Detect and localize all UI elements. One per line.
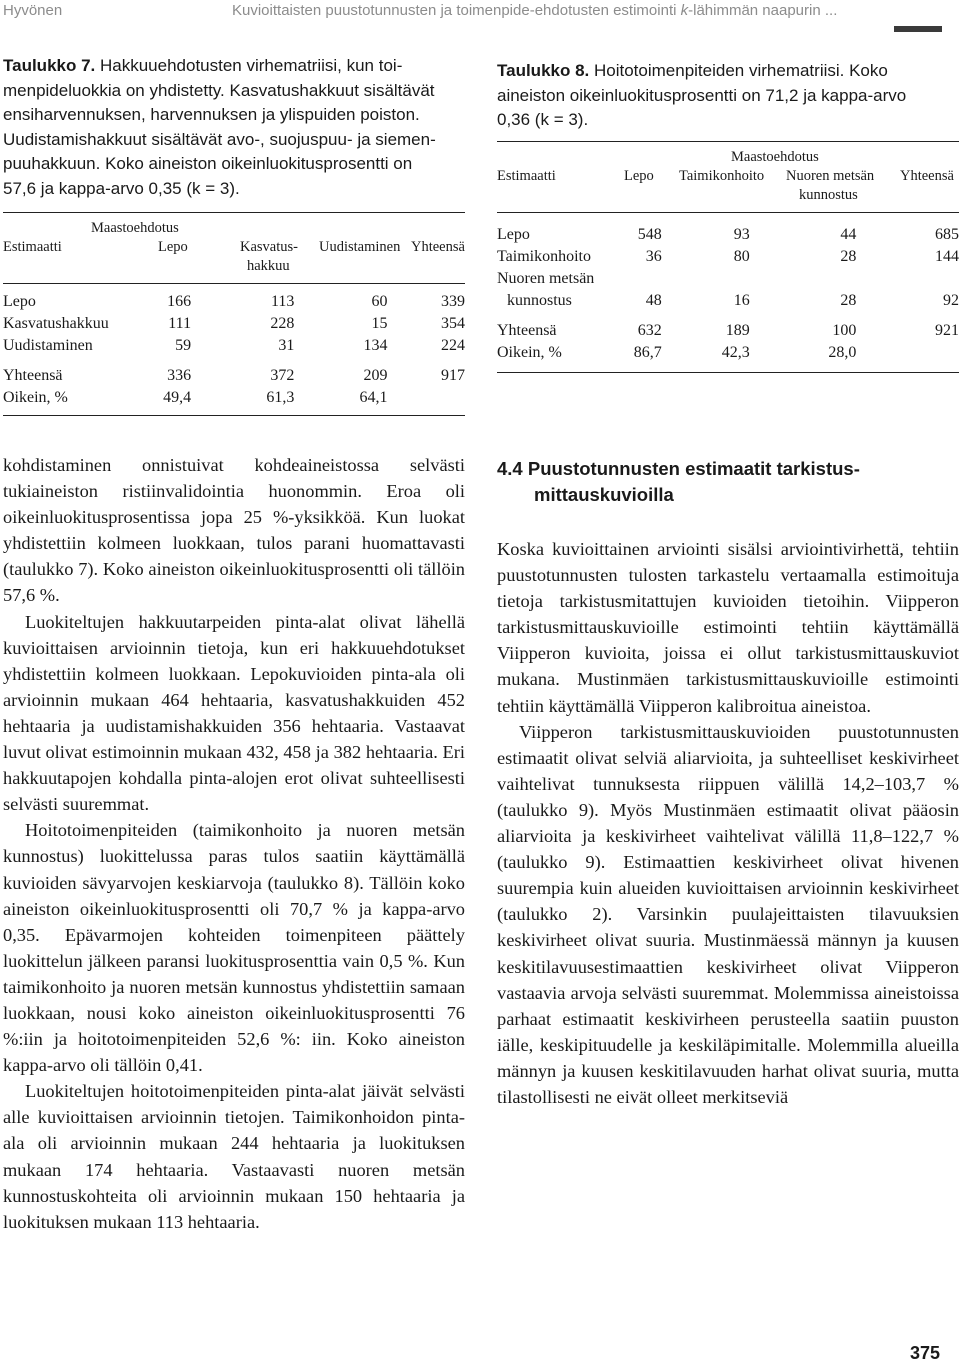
cell: 31 [278,337,295,354]
header-title [232,2,837,19]
table7-body [3,291,465,409]
table7 [3,212,465,416]
table-row [497,290,959,312]
row-label: Kasvatushakkuu [3,315,109,332]
table7-col-yhteensa: Yhteensä [411,239,465,255]
cell: 60 [371,293,388,310]
cell: 224 [441,337,465,354]
table-row [3,365,465,387]
row-label: Lepo [3,293,36,310]
table7-col-lepo: Lepo [158,239,188,255]
cell: 354 [441,315,465,332]
paragraph: Koska kuvioittainen arviointi sisälsi arviointivirhettä, tehtiin puustotunnusten tulosten tarkastelu vertaamalla estimoituja tietoja tarkistusmitattujen kuvioiden tietoihin. Viipperon tarkistusmittauskuvioille estimointi tehtiin käyttämällä Viipperon kuvioita, joissa ei ollut tarkistusmittauskuviot mukana. Mustinmäen tarkistusmittauskuvioille estimointi tehtiin käyttämällä Viipperon kalibroitua aineistoa. [497,539,959,716]
table8-col-lepo: Lepo [624,168,654,184]
cell: 113 [271,293,295,310]
cell: 28 [840,248,857,265]
cell: 921 [935,322,959,339]
left-body [3,452,465,1235]
caption-line: menpideluokkia on yhdistetty. Kasvatushakkuut sisältävät [3,80,435,100]
table-row [497,246,959,268]
table8-caption-label: Taulukko 8. [497,61,590,80]
paragraph: Viipperon tarkistusmittauskuvioiden puustotunnusten estimaatit olivat selviä aliarvioita, ja suhteelliset keskivirheet vaihtelivat tunnuksesta riippuen välillä 14,2–103,7 % (taulukko 9). Myös Mustinmäen estimaatit olivat pääosin aliarvioita ja keskivirheet vaihtelivat välillä 11,8–122,7 % (taulukko 9). Estimaattien keskivirheet olivat hivenen suurempia kuin alueiden kuvioittaisen arvioinnin keskivirheet (taulukko 2). Varsinkin puulajeittaisten tilavuuksien keskivirheet olivat suuria. Mustinmäessä männyn ja kuusen keskitilavuusestimaattien keskivirheet olivat Viipperon vastaavia arvoja selvästi suuremmat. Molemmissa aineistoissa parhaat estimaatit keskivirheen perusteella saatiin puuston iälle, keskipituudelle ja keskiläpimitalle. Molemmilla alueilla männyn ja kuusen keskitilavuuden harhat olivat suuria, mutta tilastollisesti ne eivät olleet merkitseviä [497,721,959,1107]
table7-header [3,213,465,283]
cell: 228 [270,315,295,332]
caption-line: ensiharvennuksen, harvennuksen ja ylispuiden poiston. [3,105,420,124]
page-number: 375 [910,1343,941,1363]
table-row [497,342,959,364]
table-row [3,387,465,409]
paragraph: Luokiteltujen hoitotoimenpiteiden pinta-alat jäivät selvästi alle kuvioittaisen arvioinnin tietojen. Taimikonhoidon pinta-ala oli arvioinnin mukaan 244 hehtaaria ja luokituksen mukaan 174 hehtaaria. Vastaavasti nuoren metsän kunnostuskohteita oli arvioinnin mukaan 150 hehtaaria ja luokituksen mukaan 113 hehtaaria. [3,1081,465,1232]
header-bar [894,26,942,32]
caption-line: 57,6 ja kappa-arvo 0,35 (k = 3). [3,178,240,198]
table-row [497,268,959,290]
cell: 93 [733,226,750,243]
table8-col-nuoren: Nuoren metsän [786,168,875,184]
table8-group-header: Maastoehdotus [731,149,819,165]
table-row [3,335,465,357]
cell: 59 [175,337,192,354]
section-heading-line: mittauskuvioilla [534,484,674,505]
row-label: Lepo [497,226,530,243]
cell: 42,3 [721,344,750,361]
cell: 15 [371,315,388,332]
cell: 48 [645,292,662,309]
row-label: kunnostus [507,292,572,309]
caption-line: 0,36 (k = 3). [497,110,589,129]
cell: 92 [943,292,959,309]
cell: 209 [363,367,388,384]
cell: 61,3 [266,389,295,406]
row-label: Yhteensä [3,367,63,384]
caption-line: aineiston oikeinluokitusprosentti on 71,2 ja kappa-arvo [497,85,907,105]
cell [387,387,465,409]
table-rule [3,283,465,284]
caption-line: puuhakkuun. Koko aineiston oikeinluokitusprosentti on [3,154,413,173]
table7-caption-label: Taulukko 7. [3,56,96,75]
table8 [497,141,959,373]
table8-header [497,142,959,212]
cell: 44 [840,226,857,243]
cell: 80 [733,248,750,265]
paragraph: kohdistaminen onnistuivat kohdeaineistossa selvästi tukiaineiston ristiinvalidointia huonommin. Eroa oli oikeinluokitusprosentissa jopa 25 %-yksikköä. Kun luokat yhdistettiin kolmeen luokkaan, tulos parani huomattavasti (taulukko 7). Koko aineiston oikeinluokitusprosentti oli tällöin 57,6 %. [3,455,465,606]
table8-col-taimikonhoito: Taimikonhoito [679,168,765,184]
cell: 86,7 [633,344,662,361]
section-heading-line: 4.4 Puustotunnusten estimaatit tarkistus- [497,458,860,479]
caption-line: Hakkuuehdotusten virhematriisi, kun toi- [95,56,403,75]
section-4-4 [497,456,959,508]
paragraph: Hoitotoimenpiteiden (taimikonhoito ja nuoren metsän kunnostus) luokittelussa paras tulos saatiin käyttämällä kuvioiden sävyarvojen keskiarvoja (taulukko 8). Tällöin koko aineiston oikeinluokitusprosentti oli 70,7 % ja kappa-arvo 0,35. Epävarmojen kohteiden toimenpiteen päättely luokittelun jälkeen paransi luokitusprosenttia vain 0,5 %. Kun taimikonhoito ja nuoren metsän kunnostus yhdistettiin samaan luokkaan, nousi koko aineiston oikeinluokitusprosentti 76 %:iin ja hoitotoimenpiteiden 52,6 %: iin. Koko aineiston kappa-arvo oli tällöin 0,41. [3,820,465,1076]
cell: 144 [935,248,959,265]
table7-group-header: Maastoehdotus [91,220,179,236]
cell: 336 [167,367,192,384]
table7-caption [3,54,465,201]
cell: 166 [167,293,192,310]
row-label: Oikein, % [497,344,562,361]
table8-col-nuoren-2: kunnostus [799,187,858,203]
table-rule [497,372,959,373]
row-label: Oikein, % [3,389,68,406]
table-row [497,320,959,342]
table8-body [497,224,959,364]
row-label: Yhteensä [497,322,557,339]
table8-col-estimaatti: Estimaatti [497,168,556,184]
running-header [0,0,960,24]
table8-block [497,59,959,133]
table-rule [3,415,465,416]
caption-line: Hoitotoimenpiteiden virhematriisi. Koko [589,61,888,80]
cell: 372 [270,367,295,384]
table7-col-estimaatti: Estimaatti [3,239,62,255]
caption-line: Uudistamishakkuut sisältävät avo-, suojuspuu- ja siemen- [3,129,436,149]
header-title-part: Kuvioittaisten puustotunnusten ja toimenpide-ehdotusten estimointi [232,2,681,19]
cell: 16 [733,292,750,309]
paragraph: Luokiteltujen hakkuutarpeiden pinta-alat olivat lähellä kuvioittaisen arvioinnin tietoja, kun eri hakkuuehdotukset yhdistettiin kolmeen luokkaan. Lepokuvioiden pinta-ala oli arvioinnin mukaan 464 hehtaaria, kasvatushakkuiden 452 hehtaaria ja uudistamishakkuiden 356 hehtaaria. Vastaavat luvut olivat estimoinnin mukaan 432, 458 ja 382 hehtaaria. Eri hakkuutapojen kohdalla pinta-alojen erot olivat suhteellisesti selvästi suuremmat. [3,611,465,815]
cell: 64,1 [359,389,388,406]
header-title-k: k [680,2,689,19]
cell: 28 [840,292,857,309]
cell: 339 [441,293,465,310]
cell: 100 [832,322,857,339]
table-row [3,291,465,313]
cell: 134 [363,337,388,354]
table-row [497,224,959,246]
row-label: Uudistaminen [3,337,93,354]
table8-col-yhteensa: Yhteensä [900,168,954,184]
table-rule [497,212,959,213]
cell: 49,4 [163,389,192,406]
section-heading [497,456,959,508]
cell [856,342,959,364]
cell: 36 [645,248,662,265]
table7-block [3,54,465,201]
table7-col-kasvatus-2: hakkuu [247,258,290,274]
table-row [3,313,465,335]
cell: 189 [725,322,750,339]
row-label: Taimikonhoito [497,248,591,265]
cell: 917 [441,367,465,384]
header-author: Hyvönen [3,2,63,19]
row-label: Nuoren metsän [497,270,595,287]
cell: 28,0 [828,344,857,361]
header-title-end: -lähimmän naapurin ... [688,2,838,19]
table7-col-uudistaminen: Uudistaminen [319,239,401,255]
right-body [497,536,959,1110]
table8-caption [497,59,959,133]
table7-col-kasvatus: Kasvatus- [240,239,298,255]
cell: 632 [637,322,662,339]
cell: 111 [168,315,192,332]
cell: 685 [935,226,959,243]
cell: 548 [637,226,662,243]
